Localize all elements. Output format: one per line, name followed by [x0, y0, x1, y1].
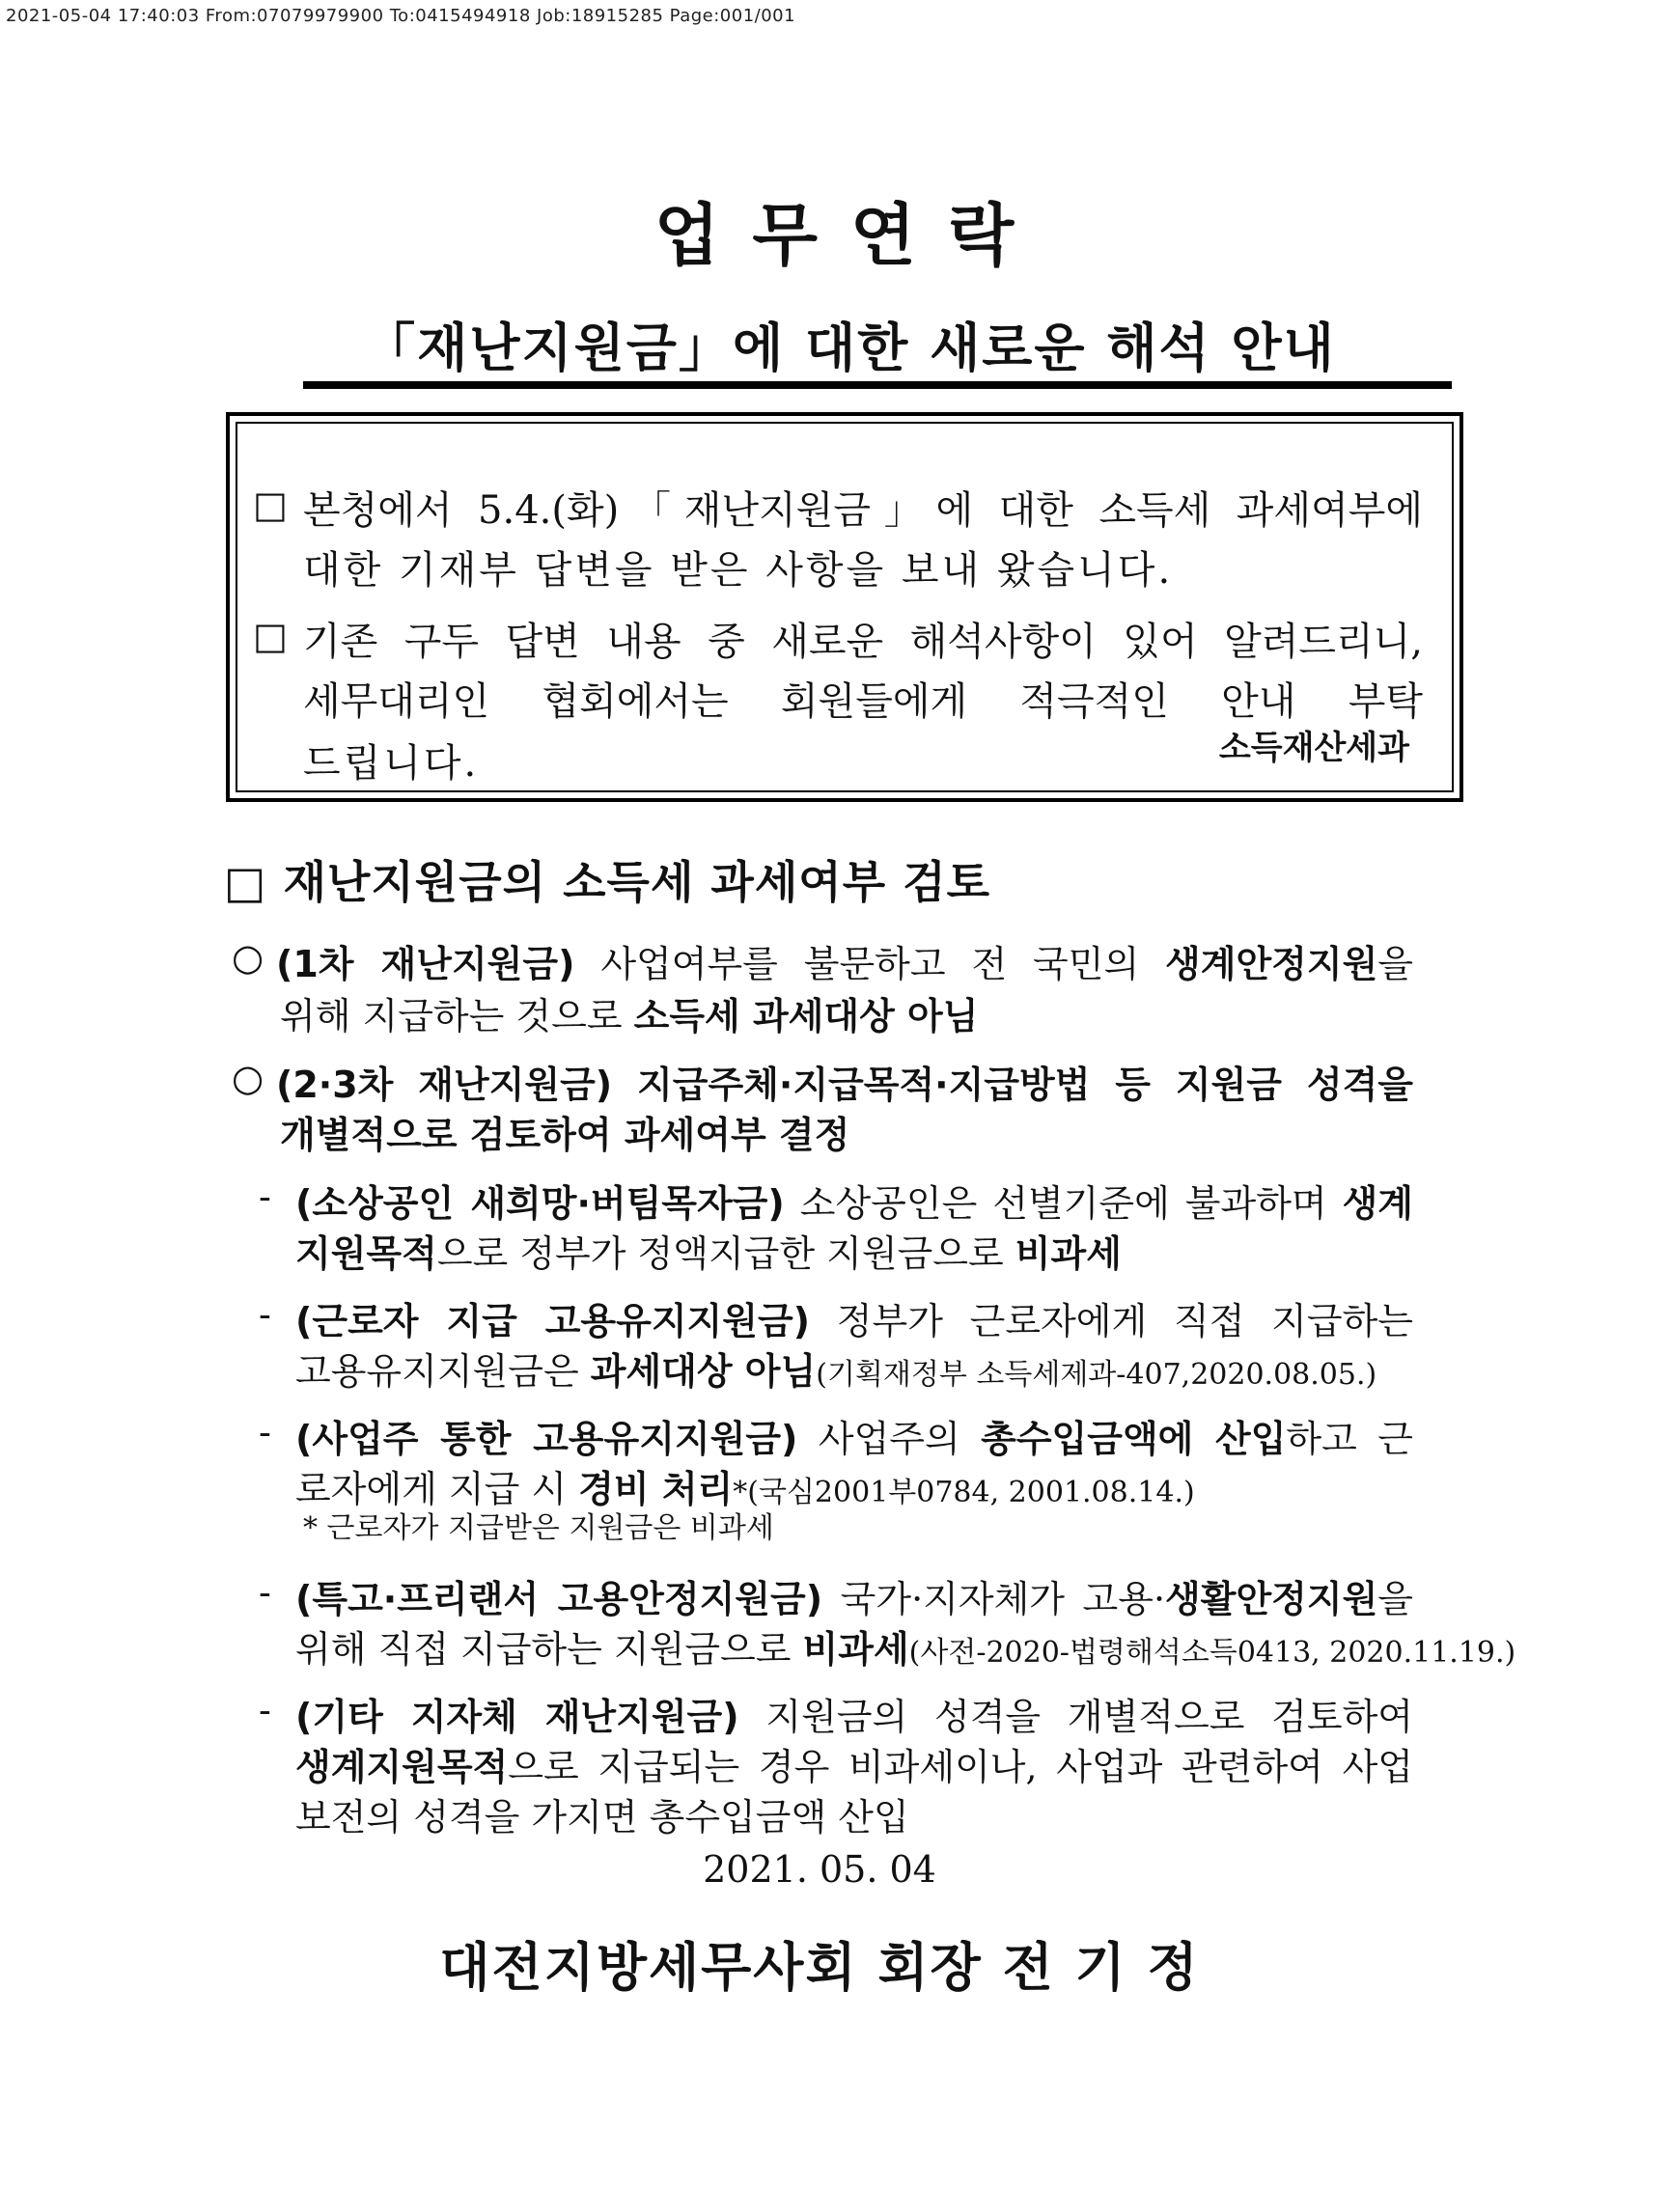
dash-5-line-3: 보전의 성격을 가지면 총수입금액 산입 — [295, 1796, 909, 1839]
page-subtitle: 「재난지원금」에 대한 새로운 해석 안내 — [363, 318, 1336, 378]
notice-inner-border — [236, 422, 1454, 792]
fax-header: 2021-05-04 17:40:03 From:07079979900 To:0415494918 Job:18915285 Page:001/001 — [6, 6, 796, 26]
notice-paragraph-1-line-1: 본청에서 5.4.(화)「재난지원금」에 대한 소득세 과세여부에 — [303, 488, 1423, 533]
circle-bullet: ○ — [232, 936, 264, 979]
dash-5-line-2: 생계지원목적으로 지급되는 경우 비과세이나, 사업과 관련하여 사업 — [295, 1746, 1413, 1788]
dash-1-line-2: 지원목적으로 정부가 정액지급한 지원금으로 비과세 — [295, 1232, 1122, 1275]
dash-bullet: - — [259, 1175, 271, 1218]
notice-paragraph-2-line-2: 세무대리인 협회에서는 회원들에게 적극적인 안내 부탁 — [303, 679, 1423, 724]
notice-box — [226, 412, 1463, 802]
item-2-line-1: (2·3차 재난지원금) 지급주체·지급목적·지급방법 등 지원금 성격을 — [276, 1064, 1414, 1106]
dash-4-line-2: 위해 직접 지급하는 지원금으로 비과세(사전-2020-법령해석소득0413, 2020.11.19.) — [295, 1628, 1516, 1671]
item-1-line-1: (1차 재난지원금) 사업여부를 불문하고 전 국민의 생계안정지원을 — [276, 943, 1413, 985]
dash-1-line-1: (소상공인 새희망·버팀목자금) 소상공인은 선별기준에 불과하며 생계 — [295, 1182, 1413, 1225]
checkbox-square-icon: □ — [253, 615, 288, 657]
dash-bullet: - — [259, 1411, 271, 1453]
dash-bullet: - — [259, 1689, 271, 1731]
dash-3-line-2: 로자에게 지급 시 경비 처리*(국심2001부0784, 2001.08.14.) — [295, 1468, 1195, 1510]
notice-paragraph-1-line-2: 대한 기재부 답변을 받은 사항을 보내 왔습니다. — [303, 548, 1174, 593]
dash-bullet: - — [259, 1293, 271, 1336]
dash-2-line-2: 고용유지지원금은 과세대상 아님(기획재정부 소득세제과-407,2020.08.05.) — [295, 1350, 1377, 1393]
title-underline — [303, 381, 1452, 389]
dash-3-line-1: (사업주 통한 고용유지지원금) 사업주의 총수입금액에 산입하고 근 — [295, 1418, 1413, 1460]
dash-2-line-1: (근로자 지급 고용유지지원금) 정부가 근로자에게 직접 지급하는 — [295, 1300, 1413, 1342]
circle-bullet: ○ — [232, 1057, 264, 1099]
department-name: 소득재산세과 — [1218, 729, 1409, 767]
dash-bullet: - — [259, 1571, 271, 1614]
item-1-line-2: 위해 지급하는 것으로 소득세 과세대상 아님 — [280, 995, 979, 1037]
checkbox-square-icon: □ — [253, 484, 288, 526]
page-title: 업무연락 — [653, 196, 1047, 275]
dash-3-footnote: * 근로자가 지급받은 지원금은 비과세 — [303, 1511, 774, 1545]
document-date: 2021. 05. 04 — [703, 1848, 936, 1891]
signature-line: 대전지방세무사회 회장 전 기 정 — [439, 1937, 1200, 1998]
dash-4-line-1: (특고·프리랜서 고용안정지원금) 국가·지자체가 고용·생활안정지원을 — [295, 1578, 1414, 1620]
item-2-line-2: 개별적으로 검토하여 과세여부 결정 — [280, 1114, 850, 1156]
section-title: □ 재난지원금의 소득세 과세여부 검토 — [224, 856, 991, 908]
notice-paragraph-2-line-3: 드립니다. — [303, 741, 480, 786]
notice-paragraph-2-line-1: 기존 구두 답변 내용 중 새로운 해석사항이 있어 알려드리니, — [303, 620, 1423, 664]
dash-5-line-1: (기타 지자체 재난지원금) 지원금의 성격을 개별적으로 검토하여 — [295, 1696, 1413, 1738]
